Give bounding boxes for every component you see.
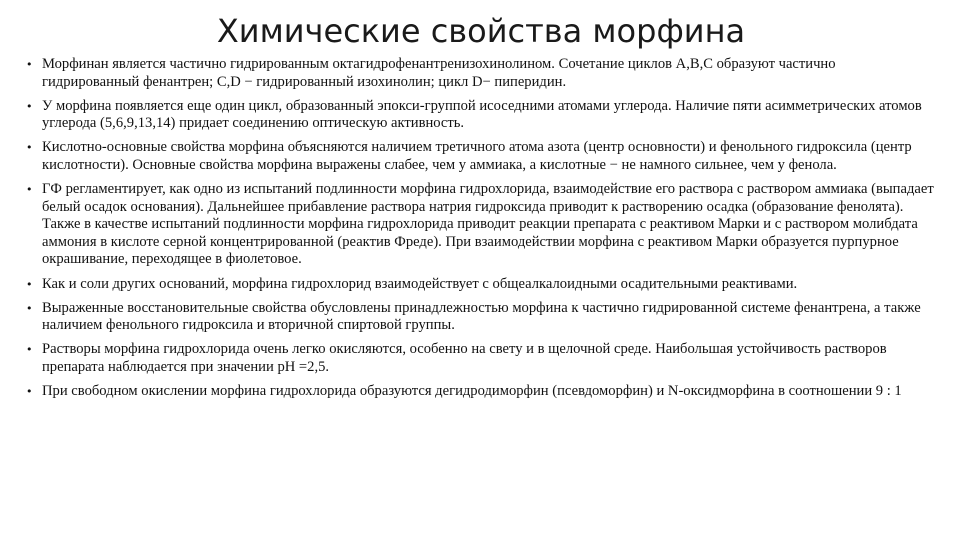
bullet-text: Выраженные восстановительные свойства обусловлены принадлежностью морфина к частично гидрированной системе фенантрена, а также наличием фенольного гидроксила и вторичной спиртовой группы. — [42, 299, 921, 334]
bullet-item — [26, 181, 936, 269]
bullet-text: Морфинан является частично гидрированным октагидрофенантренизохинолином. Сочетание циклов A,B,C образуют частично гидрированный фенантрен; C,D − гидрированный изохинолин; цикл D− пиперидин. — [42, 56, 836, 90]
bullet-dot: • — [26, 277, 33, 291]
bullet-item — [26, 139, 936, 174]
bullet-dot: • — [26, 99, 33, 113]
bullet-dot: • — [26, 343, 33, 357]
bullet-text: Кислотно-основные свойства морфина объясняются наличием третичного атома азота (центр основности) и фенольного гидроксила (центр кислотности). Основные свойства морфина выражены слабее, чем у аммиака, а кислотные − не намного сильнее, чем у фенола. — [42, 139, 912, 173]
bullet-dot: • — [26, 183, 33, 197]
bullet-item — [26, 56, 936, 91]
bullet-list — [26, 56, 936, 401]
bullet-dot: • — [26, 141, 33, 155]
bullet-item — [26, 98, 936, 133]
bullet-text: При свободном окислении морфина гидрохлорида образуются дегидродиморфин (псевдоморфин) и N-оксидморфина в соотношении 9 : 1 — [42, 383, 902, 399]
bullet-text: У морфина появляется еще один цикл, образованный эпокси-группой исоседними атомами углерода. Наличие пяти асимметрических атомов углерода (5,6,9,13,14) придает соединению оптическую активность. — [42, 97, 922, 132]
bullet-item — [26, 300, 936, 335]
bullet-item — [26, 383, 936, 401]
bullet-text: ГФ регламентирует, как одно из испытаний подлинности морфина гидрохлорида, взаимодействие его раствора с раствором аммиака (выпадает белый осадок основания). Дальнейшее прибавление раствора натрия гидроксида приводит к растворению осадка (образование фенолята). Также в качестве испытаний подлинности морфина гидрохлорида приводит реакции препарата с реактивом Марки и с раствором молибдата аммония в кислоте серной концентрированной (реактив Фреде). При взаимодействии морфина с реактивом Марки образуется пурпурное окрашивание, переходящее в фиолетовое. — [42, 181, 934, 268]
bullet-item — [26, 341, 936, 376]
slide-title: Химические свойства морфина — [216, 12, 746, 50]
bullet-text: Растворы морфина гидрохлорида очень легко окисляются, особенно на свету и в щелочной среде. Наибольшая устойчивость растворов препарата наблюдается при значении pH =2,5. — [42, 341, 887, 375]
bullet-item — [26, 276, 936, 294]
bullet-dot: • — [26, 385, 33, 398]
bullet-text: Как и соли других оснований, морфина гидрохлорид взаимодействует с общеалкалоидными осадительными реактивами. — [42, 275, 798, 292]
bullet-dot: • — [26, 301, 33, 315]
bullet-dot: • — [26, 58, 33, 71]
